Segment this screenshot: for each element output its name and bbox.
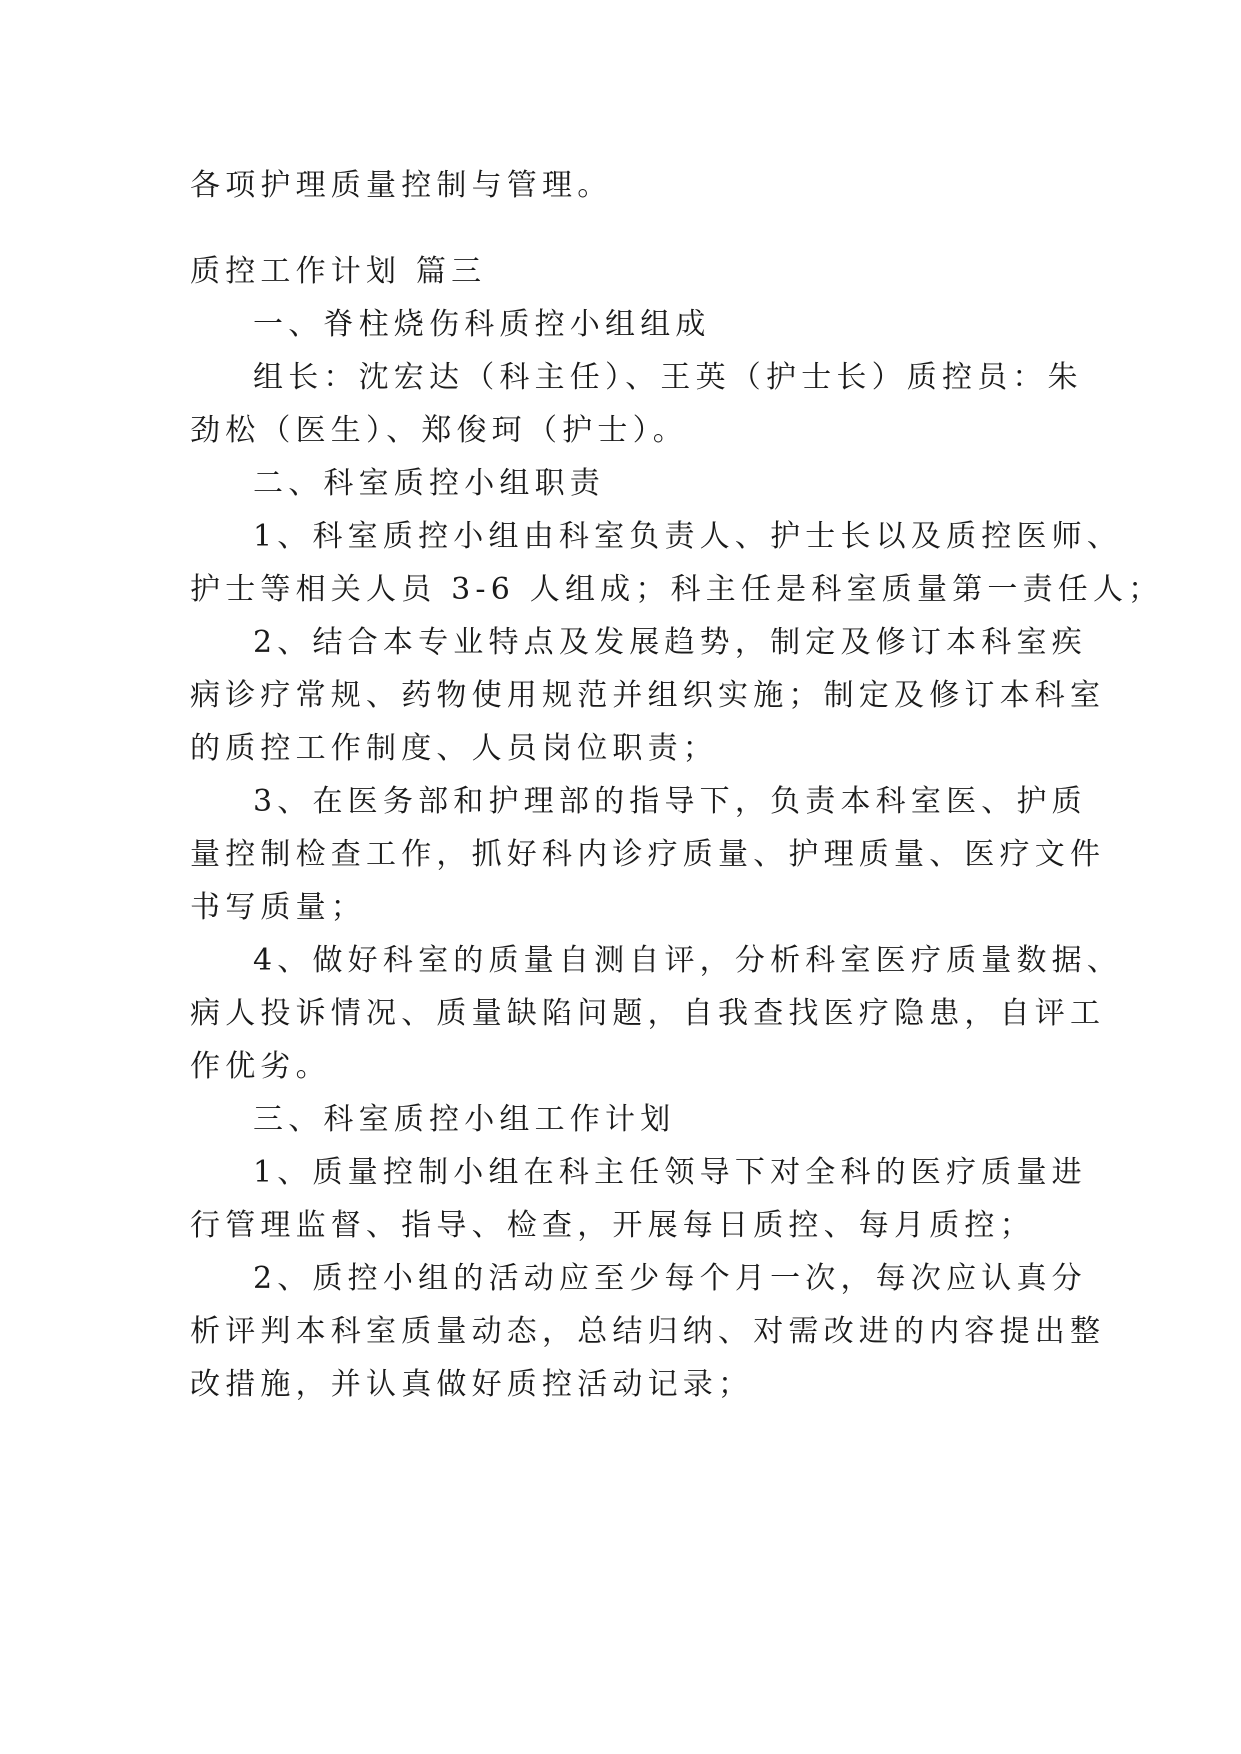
paragraph-line: 改措施，并认真做好质控活动记录； [190, 1367, 754, 1402]
paragraph-line: 的质控工作制度、人员岗位职责； [190, 731, 718, 766]
paragraph-line: 2、质控小组的活动应至少每个月一次，每次应认真分 [253, 1261, 1087, 1296]
heading-group-composition: 一、脊柱烧伤科质控小组组成 [253, 307, 711, 342]
previous-section-tail: 各项护理质量控制与管理。 [190, 168, 613, 203]
paragraph-line: 2、结合本专业特点及发展趋势，制定及修订本科室疾 [253, 625, 1087, 660]
paragraph-line: 析评判本科室质量动态，总结归纳、对需改进的内容提出整 [190, 1314, 1106, 1349]
paragraph-line: 病人投诉情况、质量缺陷问题，自我查找医疗隐患，自评工 [190, 996, 1106, 1031]
paragraph-line: 1、质量控制小组在科主任领导下对全科的医疗质量进 [253, 1155, 1087, 1190]
heading-group-duties: 二、科室质控小组职责 [253, 466, 605, 501]
paragraph-line: 行管理监督、指导、检查，开展每日质控、每月质控； [190, 1208, 1035, 1243]
heading-work-plan: 三、科室质控小组工作计划 [253, 1102, 676, 1137]
paragraph-line: 书写质量； [190, 890, 366, 925]
paragraph-line: 劲松（医生）、郑俊珂（护士）。 [190, 413, 688, 448]
paragraph-line: 1、科室质控小组由科室负责人、护士长以及质控医师、 [253, 519, 1123, 554]
paragraph-line: 量控制检查工作，抓好科内诊疗质量、护理质量、医疗文件 [190, 837, 1106, 872]
paragraph-line: 护士等相关人员 3-6 人组成；科主任是科室质量第一责任人； [190, 572, 1164, 607]
paragraph-line: 组长：沈宏达（科主任）、王英（护士长）质控员：朱 [253, 360, 1083, 395]
paragraph-line: 病诊疗常规、药物使用规范并组织实施；制定及修订本科室 [190, 678, 1106, 713]
paragraph-line: 4、做好科室的质量自测自评，分析科室医疗质量数据、 [253, 943, 1123, 978]
section-title: 质控工作计划 篇三 [190, 254, 487, 289]
paragraph-line: 3、在医务部和护理部的指导下，负责本科室医、护质 [253, 784, 1087, 819]
paragraph-line: 作优劣。 [190, 1049, 331, 1084]
